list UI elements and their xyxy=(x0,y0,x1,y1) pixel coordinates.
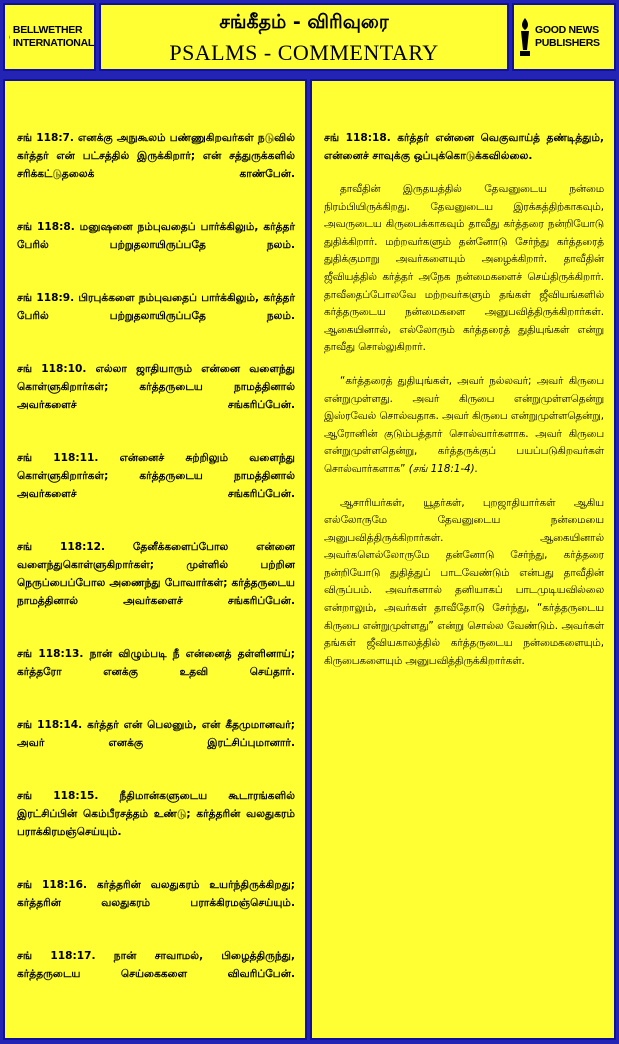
title-box xyxy=(99,3,509,71)
commentary-paragraph-3: ஆசாரியர்கள், யூதர்கள், புறஜாதியார்கள் ஆகிய எல்லோருமே தேவனுடைய நன்மையை அனுபவித்திருக்கிறார்கள். ஆகையினால் அவர்களெல்லோருமே தன்னோடு சேர்ந்து, கர்த்தரை நன்றியோடு துதித்துப் பாடவேண்டும் என்பது தாவீதின் விருப்பம். அவர்களால் தனியாகப் பாடமுடியவில்லை என்றாலும், அவர்கள் தாவீதோடு சேர்ந்து, “கர்த்தருடைய கிருபை என்றுமுள்ளது” என்று சொல்ல வேண்டும். அவர்கள் தங்கள் ஜீவியகாலத்தில் கர்த்தருடைய நன்மைகளையும், கிருபைகளையும் அனுபவித்திருக்கிறார்கள். xyxy=(324,496,604,667)
bellwether-logo xyxy=(3,3,96,71)
title-english: PSALMS - COMMENTARY xyxy=(169,40,439,65)
verse-118-18: சங் 118:18. கர்த்தர் என்னை வெகுவாய்த் தண்டித்தும், என்னைச் சாவுக்கு ஒப்புக்கொடுக்கவில்லை. xyxy=(324,132,604,162)
commentary-paragraph-1: தாவீதின் இருதயத்தில் தேவனுடைய நன்மை நிரம்பியிருக்கிறது. தேவனுடைய இரக்கத்திற்காகவும், அவருடைய கிருபைக்காகவும் தாவீது கர்த்தரை நன்றியோடு துதிக்கிறார். மற்றவர்களும் தன்னோடு சேர்ந்து கர்த்தரைத் துதிக்குமாறு அவர்களையும் அழைக்கிறார். தாவீதின் ஜீவியத்தில் கர்த்தர் அநேக நன்மைகளைச் செய்திருக்கிறார். தாவீதைப்போலவே மற்றவர்களும் தங்கள் ஜீவியங்களில் கர்த்தருடைய நன்மைகளை அனுபவித்திருக்கிறார்கள். ஆகையினால், எல்லோரும் கர்த்தரைத் துதியுங்கள் என்று தாவீது சொல்லுகிறார். xyxy=(324,183,604,354)
left-logo-line1: BELLWETHER xyxy=(12,24,83,36)
title-tamil: சங்கீதம் - விரிவுரை xyxy=(219,11,389,33)
verse-118-14: சங் 118:14. கர்த்தர் என் பெலனும், என் கீதமுமானவர்; அவர் எனக்கு இரட்சிப்புமானார். xyxy=(17,719,295,749)
lighthouse-icon xyxy=(9,18,10,56)
right-column xyxy=(310,79,616,1040)
scripture-reference: (சங் 118:1-4). xyxy=(408,462,478,475)
verse-118-16: சங் 118:16. கர்த்தரின் வலதுகரம் உயர்ந்திருக்கிறது; கர்த்தரின் வலதுகரம் பராக்கிரமஞ்செய்யும். xyxy=(17,879,295,909)
verse-118-9: சங் 118:9. பிரபுக்களை நம்புவதைப் பார்க்கிலும், கர்த்தர் பேரில் பற்றுதலாயிருப்பதே நலம். xyxy=(17,292,295,322)
left-logo-line2: INTERNATIONAL xyxy=(12,37,94,49)
good-news-logo xyxy=(512,3,616,71)
verse-118-17: சங் 118:17. நான் சாவாமல், பிழைத்திருந்து, கர்த்தருடைய செய்கைகளை விவரிப்பேன். xyxy=(17,950,295,980)
torch-icon xyxy=(518,18,532,56)
quoted-psalm-text: “கர்த்தரைத் துதியுங்கள், அவர் நல்லவர்; அவர் கிருபை என்றுமுள்ளது. அவர் கிருபை என்றுமுள்ளதென்று இஸ்ரவேல் சொல்வதாக. அவர் கிருபை என்றுமுள்ளதென்று, ஆரோனின் குடும்பத்தார் சொல்வார்களாக. அவர் கிருபை என்றுமுள்ளதென்று, கர்த்தருக்குப் பயப்படுகிறவர்கள் சொல்வார்களாக” xyxy=(324,374,604,475)
left-column xyxy=(3,79,307,1040)
commentary-paragraph-2 xyxy=(324,373,604,479)
right-logo-line1: GOOD NEWS xyxy=(535,24,599,36)
verse-118-11: சங் 118:11. என்னைச் சுற்றிலும் வளைந்து கொள்ளுகிறார்கள்; கர்த்தருடைய நாமத்தினால் அவர்களைச் சங்கரிப்பேன். xyxy=(17,452,295,500)
verse-118-10: சங் 118:10. எல்லா ஜாதியாரும் என்னை வளைந்து கொள்ளுகிறார்கள்; கர்த்தருடைய நாமத்தினால் அவர்களைச் சங்கரிப்பேன். xyxy=(17,363,295,411)
verse-118-7: சங் 118:7. எனக்கு அநுகூலம் பண்ணுகிறவர்கள் நடுவில் கர்த்தர் என் பட்சத்தில் இருக்கிறார்; என் சத்துருக்களில் சரிக்கட்டுதலைக் காண்பேன். xyxy=(17,132,295,180)
right-logo-line2: PUBLISHERS xyxy=(535,37,600,49)
verse-118-15: சங் 118:15. நீதிமான்களுடைய கூடாரங்களில் இரட்சிப்பின் கெம்பீரசத்தம் உண்டு; கர்த்தரின் வலதுகரம் பராக்கிரமஞ்செய்யும். xyxy=(17,790,295,838)
verse-118-13: சங் 118:13. நான் விழும்படி நீ என்னைத் தள்ளினாய்; கர்த்தரோ எனக்கு உதவி செய்தார். xyxy=(17,648,295,678)
verse-118-12: சங் 118:12. தேனீக்களைப்போல என்னை வளைந்துகொள்ளுகிறார்கள்; முள்ளில் பற்றின நெருப்பைப்போல அணைந்து போவார்கள்; கர்த்தருடைய நாமத்தினால் அவர்களைச் சங்கரிப்பேன். xyxy=(17,541,295,607)
verse-118-8: சங் 118:8. மனுஷனை நம்புவதைப் பார்க்கிலும், கர்த்தர் பேரில் பற்றுதலாயிருப்பதே நலம். xyxy=(17,221,295,251)
